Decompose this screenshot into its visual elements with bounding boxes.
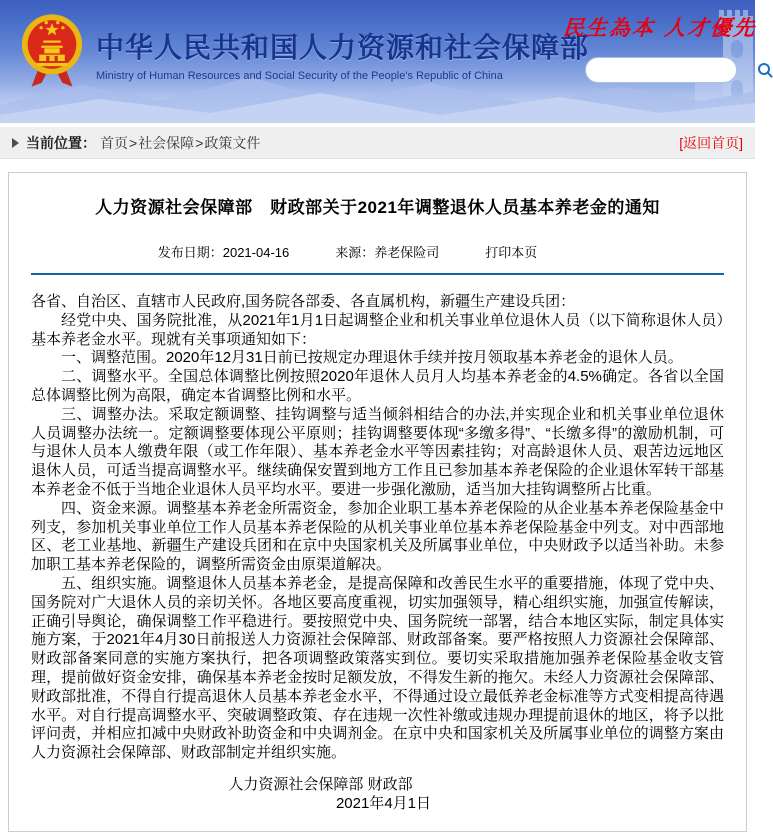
source: 来源：养老保险司 bbox=[335, 245, 440, 261]
print-page-button[interactable]: 打印本页 bbox=[485, 245, 538, 261]
salutation: 各省、自治区、直辖市人民政府,国务院各部委、各直属机构，新疆生产建设兵团： bbox=[31, 293, 576, 311]
publish-date: 发布日期：2021-04-16 bbox=[157, 245, 290, 261]
article-container bbox=[8, 172, 747, 832]
paragraph: 四、资金来源。调整基本养老金所需资金，参加企业职工基本养老保险的从企业基本养老保险基金中列支，参加机关事业单位工作人员基本养老保险的从机关事业单位基本养老保险基金中列支。对中西部地区、老工业基地、新疆生产建设兵团和在京中央国家机关及所属事业单位，中央财政予以适当补助。未参加职工基本养老保险的，调整所需资金由原渠道解决。 bbox=[31, 499, 724, 574]
breadcrumb-item-social-security[interactable]: 社会保障 bbox=[138, 134, 195, 151]
paragraph: 三、调整办法。采取定额调整、挂钩调整与适当倾斜相结合的办法,并实现企业和机关事业单位退休人员调整办法统一。定额调整要体现公平原则；挂钩调整要体现“多缴多得”、“长缴多得”的激励机制，可与退休人员本人缴费年限（或工作年限）、基本养老金水平等因素挂钩；对高龄退休人员、艰苦边远地区退休人员，可适当提高调整水平。继续确保安置到地方工作且已参加基本养老保险的企业退休军转干部基本养老金不低于当地企业退休人员平均水平。要进一步强化激励，适当加大挂钩调整所占比重。 bbox=[31, 405, 724, 499]
breadcrumb bbox=[0, 127, 755, 159]
ministry-name-zh: 中华人民共和国人力资源和社会保障部 bbox=[96, 32, 590, 63]
national-emblem-logo bbox=[20, 12, 84, 96]
paragraph: 二、调整水平。全国总体调整比例按照2020年退休人员月人均基本养老金的4.5%确定。各省以全国总体调整比例为高限，确定本省调整比例和水平。 bbox=[31, 368, 724, 405]
signature-date: 2021年4月1日 bbox=[335, 794, 432, 812]
title-divider bbox=[31, 273, 724, 275]
ministry-titles bbox=[96, 26, 589, 82]
return-home-link[interactable]: [返回首页] bbox=[679, 134, 743, 151]
signature-agencies: 人力资源社会保障部 财政部 bbox=[228, 776, 413, 794]
ministry-name-en: Ministry of Human Resources and Social Security of the People's Republic of China bbox=[96, 70, 503, 82]
breadcrumb-item-home[interactable]: 首页 bbox=[100, 134, 128, 151]
breadcrumb-separator: > bbox=[195, 134, 204, 151]
paragraph: 五、组织实施。调整退休人员基本养老金，是提高保障和改善民生水平的重要措施，体现了党中央、国务院对广大退休人员的亲切关怀。各地区要高度重视，切实加强领导，精心组织实施，加强宣传解读，正确引导舆论，确保调整工作平稳进行。要按照党中央、国务院统一部署，结合本地区实际，制定具体实施方案，于2021年4月30日前报送人力资源社会保障部、财政部备案。要严格按照人力资源社会保障部、财政部备案同意的实施方案执行，把各项调整政策落实到位。要切实采取措施加强养老保险基金收支管理，提前做好资金安排，确保基本养老金按时足额发放，不得发生新的拖欠。未经人力资源社会保障部、财政部批准，不得自行提高退休人员基本养老金水平，不得通过设立最低养老金标准等方式变相提高待遇水平。对自行提高调整水平、突破调整政策、存在违规一次性补缴或违规办理提前退休的地区，将予以批评问责，并相应扣减中央财政补助资金和中央调剂金。在京中央和国家机关及所属事业单位的调整方案由人力资源社会保障部、财政部制定并组织实施。 bbox=[31, 575, 724, 762]
slogan-calligraphy: 民生為本 人才優先 bbox=[562, 15, 758, 40]
paragraph: 经党中央、国务院批准，从2021年1月1日起调整企业和机关事业单位退休人员（以下简称退休人员）基本养老金水平。现就有关事项通知如下： bbox=[31, 311, 724, 348]
breadcrumb-label: 当前位置： bbox=[26, 134, 96, 151]
breadcrumb-item-policy-documents[interactable]: 政策文件 bbox=[204, 134, 261, 151]
document-body bbox=[31, 293, 724, 814]
search-icon bbox=[757, 62, 773, 78]
search-input[interactable] bbox=[586, 60, 757, 80]
breadcrumb-separator: > bbox=[129, 134, 138, 151]
site-header bbox=[0, 0, 758, 123]
search-box bbox=[585, 57, 737, 83]
article-meta bbox=[1, 242, 694, 261]
page-title: 人力资源社会保障部 财政部关于2021年调整退休人员基本养老金的通知 bbox=[95, 198, 660, 217]
signature-block bbox=[31, 776, 724, 814]
search-button[interactable] bbox=[757, 58, 773, 82]
paragraph: 一、调整范围。2020年12月31日前已按规定办理退休手续并按月领取基本养老金的退休人员。 bbox=[61, 349, 683, 367]
breadcrumb-arrow-icon bbox=[12, 138, 19, 148]
